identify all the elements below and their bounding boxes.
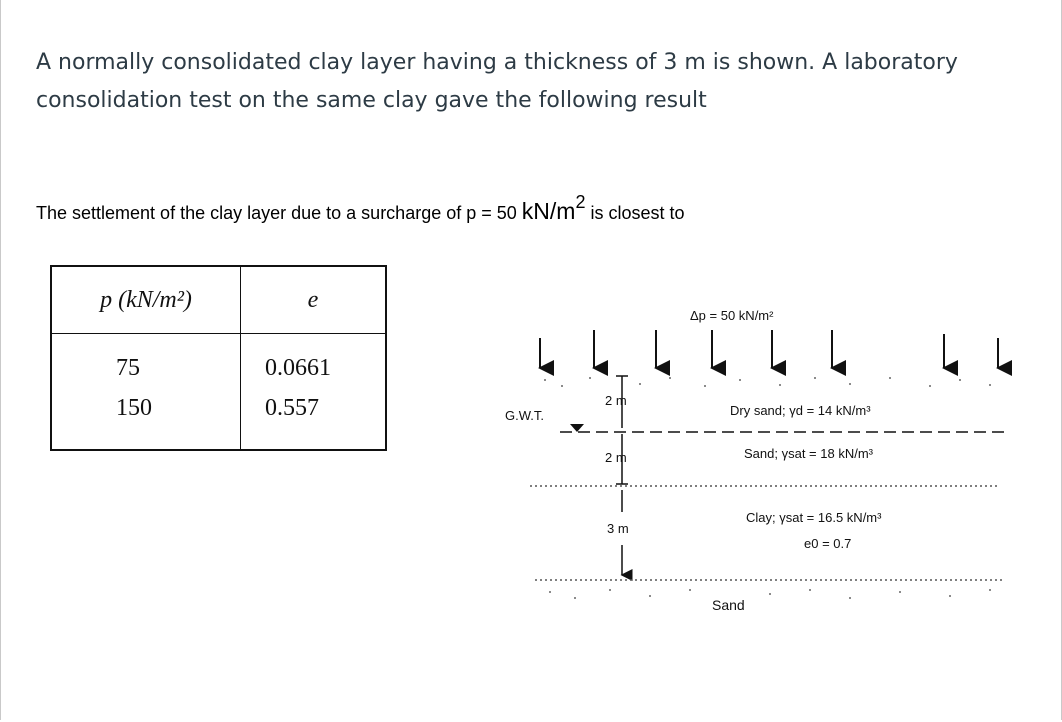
gwt-label: G.W.T. bbox=[505, 408, 544, 423]
pressure-values-cell bbox=[51, 334, 241, 451]
sand-label: Sand; γsat = 18 kN/m³ bbox=[744, 446, 873, 461]
load-label: Δp = 50 kN/m² bbox=[690, 308, 774, 323]
dimension-label-3: 3 m bbox=[607, 521, 629, 536]
void-ratio-value: 0.0661 bbox=[265, 355, 331, 381]
consolidation-results-table bbox=[50, 265, 387, 451]
clay-void-ratio-label: e0 = 0.7 bbox=[804, 536, 852, 551]
table-header-row bbox=[51, 266, 386, 334]
question-text-end: is closest to bbox=[585, 203, 685, 223]
dimension-label-2: 2 m bbox=[605, 450, 627, 465]
void-ratio-values-cell bbox=[241, 334, 387, 451]
question-unit-exponent: 2 bbox=[575, 192, 586, 212]
clay-label: Clay; γsat = 16.5 kN/m³ bbox=[746, 510, 882, 525]
pressure-value: 75 bbox=[116, 355, 140, 381]
bottom-sand-label: Sand bbox=[712, 597, 745, 613]
dry-sand-label: Dry sand; γd = 14 kN/m³ bbox=[730, 403, 871, 418]
header-pressure: p (kN/m²) bbox=[51, 266, 241, 334]
header-void-ratio: e bbox=[241, 266, 387, 334]
table-row bbox=[51, 334, 386, 451]
problem-intro: A normally consolidated clay layer having a thickness of 3 m is shown. A laboratory consolidation test on the same clay gave the following result bbox=[36, 50, 958, 113]
dimension-label-1: 2 m bbox=[605, 393, 627, 408]
void-ratio-value: 0.557 bbox=[265, 395, 319, 421]
question-text-start: The settlement of the clay layer due to a surcharge of p = 50 bbox=[36, 203, 522, 223]
question-unit: kN/m bbox=[521, 198, 576, 224]
pressure-value: 150 bbox=[116, 395, 152, 421]
problem-question bbox=[36, 192, 685, 225]
